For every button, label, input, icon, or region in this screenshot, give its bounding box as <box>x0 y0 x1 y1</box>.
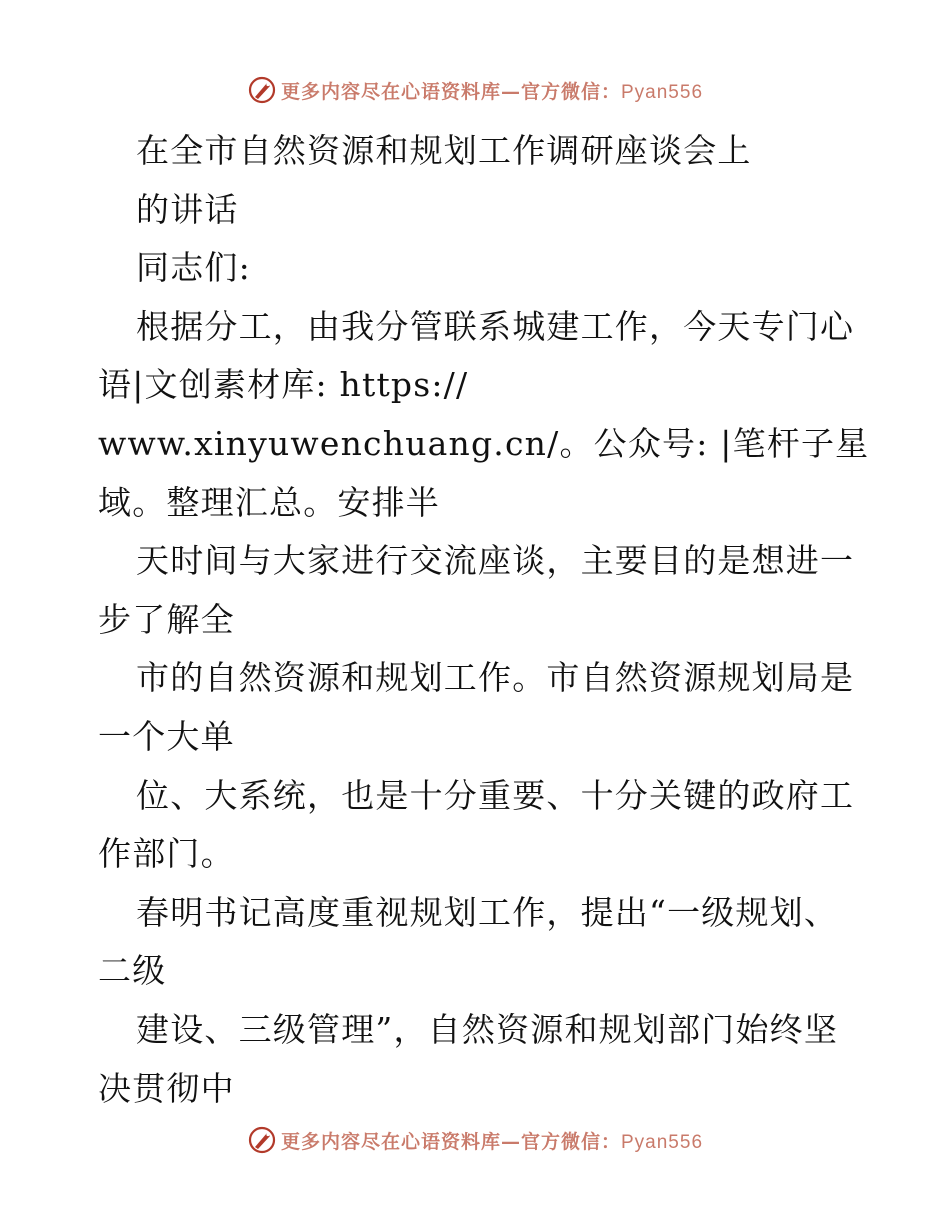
doc-salutation: 同志们: <box>136 248 251 288</box>
document-body <box>98 122 870 1118</box>
doc-paragraph-line: 一个大单 <box>98 716 235 756</box>
pen-nib-logo-icon <box>247 1125 277 1155</box>
footer-banner <box>0 1120 950 1160</box>
banner-text: 更多内容尽在心语资料库—官方微信：Pyan556 <box>280 80 704 103</box>
doc-paragraph-line: 市的自然资源和规划工作。市自然资源规划局是 <box>136 658 855 698</box>
pen-nib-logo-icon <box>247 75 277 105</box>
doc-paragraph-line: 建设、三级管理”，自然资源和规划部门始终坚 <box>136 1009 839 1049</box>
doc-title-line-1: 在全市自然资源和规划工作调研座谈会上 <box>136 131 752 170</box>
doc-paragraph-line: 语|文创素材库: https:// <box>98 365 469 405</box>
doc-paragraph-line: 根据分工，由我分管联系城建工作，今天专门心 <box>136 306 855 346</box>
doc-paragraph-line: www.xinyuwenchuang.cn/。公众号: |笔杆子星 <box>98 423 870 463</box>
header-banner <box>0 70 950 110</box>
doc-paragraph-line: 步了解全 <box>98 599 235 639</box>
doc-paragraph-line: 二级 <box>98 951 167 991</box>
doc-title-line-2: 的讲话 <box>136 189 239 229</box>
doc-paragraph-line: 位、大系统，也是十分重要、十分关键的政府工 <box>136 775 855 815</box>
doc-paragraph-line: 决贯彻中 <box>98 1068 235 1108</box>
banner-text: 更多内容尽在心语资料库—官方微信：Pyan556 <box>280 1130 704 1153</box>
wechat-id: Pyan556 <box>621 1131 704 1153</box>
doc-paragraph-line: 域。整理汇总。安排半 <box>98 482 440 522</box>
doc-paragraph-line: 作部门。 <box>98 834 235 874</box>
doc-paragraph-line: 春明书记高度重视规划工作，提出“一级规划、 <box>136 892 839 932</box>
wechat-id: Pyan556 <box>621 81 704 103</box>
doc-paragraph-line: 天时间与大家进行交流座谈，主要目的是想进一 <box>136 541 855 581</box>
